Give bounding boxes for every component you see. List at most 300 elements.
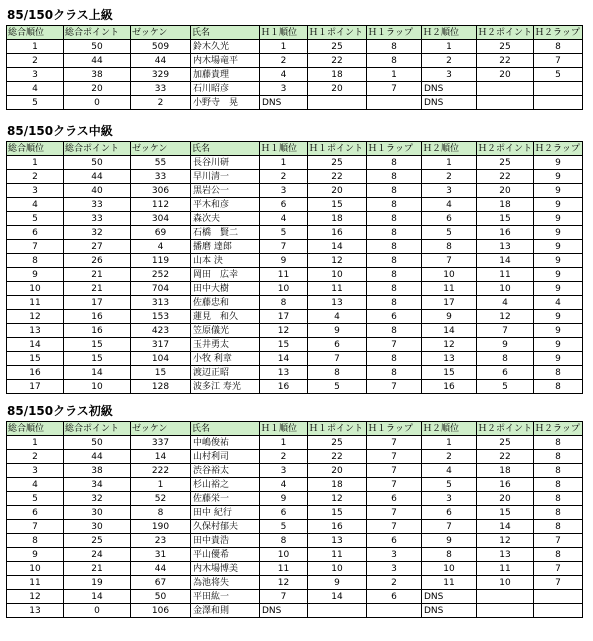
- cell-h2-laps: 9: [534, 324, 583, 338]
- cell-h1-laps: 8: [367, 268, 422, 282]
- cell-h1-points: 22: [308, 54, 367, 68]
- table-row: [7, 366, 583, 380]
- header-overall-points: 総合ポイント: [64, 142, 131, 156]
- cell-bib-number: 304: [131, 212, 191, 226]
- header-h1-rank: Ｈ１順位: [260, 422, 308, 436]
- cell-h1-points: 20: [308, 464, 367, 478]
- cell-h2-points: 6: [477, 366, 534, 380]
- cell-rider-name: 山村利司: [191, 450, 260, 464]
- cell-h1-points: 11: [308, 548, 367, 562]
- cell-rider-name: 内木場竜平: [191, 54, 260, 68]
- cell-bib-number: 112: [131, 198, 191, 212]
- header-overall-points: 総合ポイント: [64, 422, 131, 436]
- cell-rider-name: 小野寺 晃: [191, 96, 260, 110]
- cell-h2-rank: 11: [422, 576, 477, 590]
- cell-h1-points: 6: [308, 338, 367, 352]
- section-beginner: [6, 404, 583, 618]
- cell-h2-rank: 12: [422, 338, 477, 352]
- cell-h2-rank: 16: [422, 380, 477, 394]
- cell-rider-name: 早川清一: [191, 170, 260, 184]
- cell-bib-number: 423: [131, 324, 191, 338]
- cell-h2-rank: 2: [422, 54, 477, 68]
- cell-h1-rank: 1: [260, 436, 308, 450]
- cell-h2-points: [477, 82, 534, 96]
- cell-h2-rank: 9: [422, 534, 477, 548]
- cell-h2-points: 14: [477, 254, 534, 268]
- cell-overall-rank: 13: [7, 324, 64, 338]
- cell-h2-points: 14: [477, 520, 534, 534]
- header-overall-rank: 総合順位: [7, 422, 64, 436]
- cell-h1-laps: 8: [367, 352, 422, 366]
- cell-h1-rank: 4: [260, 478, 308, 492]
- cell-h2-points: 13: [477, 548, 534, 562]
- cell-h1-laps: 3: [367, 548, 422, 562]
- cell-h2-laps: 9: [534, 226, 583, 240]
- cell-h1-rank: 4: [260, 212, 308, 226]
- cell-overall-points: 26: [64, 254, 131, 268]
- cell-rider-name: 為池将失: [191, 576, 260, 590]
- cell-h1-rank: 2: [260, 450, 308, 464]
- cell-h1-rank: 5: [260, 226, 308, 240]
- cell-overall-points: 0: [64, 604, 131, 618]
- cell-h1-points: 25: [308, 156, 367, 170]
- cell-h2-laps: 9: [534, 184, 583, 198]
- cell-rider-name: 黒岩公一: [191, 184, 260, 198]
- cell-h2-laps: 8: [534, 40, 583, 54]
- cell-h1-rank: 11: [260, 268, 308, 282]
- cell-h1-rank: 7: [260, 590, 308, 604]
- cell-h2-points: 13: [477, 240, 534, 254]
- cell-h2-points: 12: [477, 534, 534, 548]
- cell-h1-laps: 8: [367, 198, 422, 212]
- cell-overall-points: 44: [64, 450, 131, 464]
- cell-h2-points: 15: [477, 506, 534, 520]
- cell-h2-points: 12: [477, 310, 534, 324]
- cell-h1-points: 22: [308, 170, 367, 184]
- cell-bib-number: 329: [131, 68, 191, 82]
- cell-h2-points: 7: [477, 324, 534, 338]
- table-row: [7, 198, 583, 212]
- cell-h2-points: 11: [477, 562, 534, 576]
- cell-h2-rank: 10: [422, 268, 477, 282]
- cell-overall-rank: 12: [7, 310, 64, 324]
- header-h1-rank: Ｈ１順位: [260, 26, 308, 40]
- cell-overall-rank: 12: [7, 590, 64, 604]
- cell-h2-points: 18: [477, 464, 534, 478]
- cell-h1-points: 9: [308, 324, 367, 338]
- cell-h1-laps: 6: [367, 310, 422, 324]
- cell-h1-rank: 14: [260, 352, 308, 366]
- cell-h2-rank: 6: [422, 506, 477, 520]
- cell-bib-number: 128: [131, 380, 191, 394]
- cell-h2-laps: 8: [534, 464, 583, 478]
- cell-h2-laps: 8: [534, 492, 583, 506]
- cell-h1-points: 7: [308, 352, 367, 366]
- cell-bib-number: 222: [131, 464, 191, 478]
- cell-overall-rank: 14: [7, 338, 64, 352]
- cell-bib-number: 8: [131, 506, 191, 520]
- cell-overall-points: 40: [64, 184, 131, 198]
- cell-bib-number: 44: [131, 562, 191, 576]
- cell-bib-number: 106: [131, 604, 191, 618]
- cell-overall-points: 50: [64, 40, 131, 54]
- table-row: [7, 548, 583, 562]
- cell-h1-points: 15: [308, 506, 367, 520]
- cell-bib-number: 509: [131, 40, 191, 54]
- cell-overall-rank: 16: [7, 366, 64, 380]
- results-table: [6, 421, 583, 618]
- cell-h2-laps: 9: [534, 198, 583, 212]
- cell-h2-laps: 7: [534, 576, 583, 590]
- section-title: 85/150クラス中級: [7, 124, 113, 138]
- cell-h1-rank: 8: [260, 296, 308, 310]
- table-row: [7, 338, 583, 352]
- cell-h1-rank: 4: [260, 68, 308, 82]
- cell-rider-name: 玉井勇太: [191, 338, 260, 352]
- table-row: [7, 534, 583, 548]
- results-table: [6, 25, 583, 110]
- cell-bib-number: 23: [131, 534, 191, 548]
- cell-h1-laps: 8: [367, 240, 422, 254]
- cell-overall-rank: 13: [7, 604, 64, 618]
- header-h1-laps: Ｈ１ラップ: [367, 26, 422, 40]
- cell-h1-laps: 7: [367, 520, 422, 534]
- cell-h1-laps: 7: [367, 506, 422, 520]
- cell-bib-number: 69: [131, 226, 191, 240]
- cell-h2-rank: 2: [422, 450, 477, 464]
- cell-h1-points: [308, 96, 367, 110]
- cell-overall-points: 50: [64, 436, 131, 450]
- cell-bib-number: 306: [131, 184, 191, 198]
- table-row: [7, 352, 583, 366]
- cell-h1-rank: 1: [260, 156, 308, 170]
- cell-rider-name: 鈴木久光: [191, 40, 260, 54]
- cell-h1-laps: 6: [367, 590, 422, 604]
- header-h2-laps: Ｈ２ラップ: [534, 422, 583, 436]
- cell-overall-points: 16: [64, 324, 131, 338]
- cell-h1-laps: 8: [367, 54, 422, 68]
- cell-h1-rank: 9: [260, 254, 308, 268]
- cell-h2-laps: 4: [534, 296, 583, 310]
- cell-h1-rank: 3: [260, 82, 308, 96]
- cell-h2-points: [477, 604, 534, 618]
- cell-overall-rank: 4: [7, 478, 64, 492]
- cell-bib-number: 67: [131, 576, 191, 590]
- table-row: [7, 464, 583, 478]
- cell-h1-rank: 1: [260, 40, 308, 54]
- cell-h1-rank: 8: [260, 534, 308, 548]
- cell-h2-laps: 8: [534, 450, 583, 464]
- cell-h1-points: 9: [308, 576, 367, 590]
- header-rider-name: 氏名: [191, 26, 260, 40]
- cell-h1-laps: 8: [367, 324, 422, 338]
- cell-rider-name: 長谷川研: [191, 156, 260, 170]
- table-row: [7, 492, 583, 506]
- cell-h2-rank: 4: [422, 198, 477, 212]
- cell-h1-rank: 3: [260, 464, 308, 478]
- table-row: [7, 54, 583, 68]
- table-row: [7, 184, 583, 198]
- cell-bib-number: 313: [131, 296, 191, 310]
- cell-bib-number: 104: [131, 352, 191, 366]
- cell-h1-points: 18: [308, 68, 367, 82]
- header-overall-rank: 総合順位: [7, 142, 64, 156]
- cell-overall-points: 32: [64, 492, 131, 506]
- cell-h2-points: [477, 96, 534, 110]
- cell-h2-points: 15: [477, 212, 534, 226]
- cell-overall-points: 14: [64, 590, 131, 604]
- cell-overall-points: 14: [64, 366, 131, 380]
- cell-h1-laps: 2: [367, 576, 422, 590]
- cell-rider-name: 蓮見 和久: [191, 310, 260, 324]
- cell-overall-points: 24: [64, 548, 131, 562]
- cell-h1-points: 4: [308, 310, 367, 324]
- cell-h2-rank: DNS: [422, 96, 477, 110]
- header-overall-rank: 総合順位: [7, 26, 64, 40]
- cell-rider-name: 小牧 利章: [191, 352, 260, 366]
- cell-overall-rank: 4: [7, 82, 64, 96]
- cell-h2-laps: 9: [534, 310, 583, 324]
- cell-h2-rank: 8: [422, 240, 477, 254]
- cell-h1-rank: 5: [260, 520, 308, 534]
- cell-h2-points: 20: [477, 68, 534, 82]
- cell-overall-rank: 9: [7, 548, 64, 562]
- cell-h2-rank: 14: [422, 324, 477, 338]
- cell-bib-number: 4: [131, 240, 191, 254]
- cell-rider-name: 金澤和則: [191, 604, 260, 618]
- cell-h2-rank: 6: [422, 212, 477, 226]
- cell-h1-laps: 7: [367, 338, 422, 352]
- table-row: [7, 156, 583, 170]
- header-bib-number: ゼッケン: [131, 26, 191, 40]
- section-title: 85/150クラス初級: [7, 404, 113, 418]
- cell-h2-laps: 9: [534, 268, 583, 282]
- table-row: [7, 436, 583, 450]
- cell-bib-number: 15: [131, 366, 191, 380]
- cell-h2-rank: 5: [422, 478, 477, 492]
- header-overall-points: 総合ポイント: [64, 26, 131, 40]
- cell-rider-name: 森次夫: [191, 212, 260, 226]
- cell-h1-points: 20: [308, 82, 367, 96]
- cell-h1-laps: 6: [367, 492, 422, 506]
- cell-h1-laps: 8: [367, 254, 422, 268]
- cell-rider-name: 渋谷裕太: [191, 464, 260, 478]
- cell-h1-points: 10: [308, 562, 367, 576]
- section-upper: [6, 8, 583, 110]
- cell-h2-rank: 10: [422, 562, 477, 576]
- cell-h2-points: 10: [477, 576, 534, 590]
- cell-h2-laps: 8: [534, 548, 583, 562]
- table-row: [7, 226, 583, 240]
- cell-overall-rank: 8: [7, 534, 64, 548]
- cell-h2-rank: DNS: [422, 590, 477, 604]
- cell-h2-points: 25: [477, 156, 534, 170]
- cell-h2-laps: 9: [534, 212, 583, 226]
- cell-h1-rank: 6: [260, 198, 308, 212]
- cell-bib-number: 55: [131, 156, 191, 170]
- cell-overall-points: 32: [64, 226, 131, 240]
- cell-overall-rank: 6: [7, 506, 64, 520]
- cell-rider-name: 岡田 広幸: [191, 268, 260, 282]
- cell-overall-rank: 3: [7, 464, 64, 478]
- cell-h1-points: 5: [308, 380, 367, 394]
- cell-h2-laps: 9: [534, 352, 583, 366]
- cell-h1-points: 13: [308, 296, 367, 310]
- cell-bib-number: 317: [131, 338, 191, 352]
- cell-h2-laps: 8: [534, 366, 583, 380]
- cell-bib-number: 14: [131, 450, 191, 464]
- cell-h1-points: 12: [308, 254, 367, 268]
- header-h2-rank: Ｈ２順位: [422, 26, 477, 40]
- cell-h1-rank: 7: [260, 240, 308, 254]
- cell-overall-points: 33: [64, 212, 131, 226]
- table-row: [7, 170, 583, 184]
- cell-overall-points: 15: [64, 352, 131, 366]
- cell-h1-rank: 10: [260, 282, 308, 296]
- cell-h2-laps: [534, 604, 583, 618]
- cell-overall-rank: 7: [7, 240, 64, 254]
- cell-overall-rank: 1: [7, 436, 64, 450]
- cell-h2-points: 16: [477, 478, 534, 492]
- header-h2-rank: Ｈ２順位: [422, 142, 477, 156]
- cell-h1-rank: 15: [260, 338, 308, 352]
- cell-h2-laps: 7: [534, 54, 583, 68]
- cell-h2-laps: 7: [534, 562, 583, 576]
- cell-h1-points: 12: [308, 492, 367, 506]
- cell-h2-points: 20: [477, 184, 534, 198]
- header-h2-laps: Ｈ２ラップ: [534, 26, 583, 40]
- table-row: [7, 40, 583, 54]
- table-row: [7, 478, 583, 492]
- cell-h1-points: 18: [308, 212, 367, 226]
- cell-h1-laps: 7: [367, 380, 422, 394]
- cell-overall-rank: 11: [7, 296, 64, 310]
- cell-h2-laps: 9: [534, 156, 583, 170]
- cell-h2-points: 10: [477, 282, 534, 296]
- cell-h2-points: 20: [477, 492, 534, 506]
- cell-rider-name: 波多江 寿光: [191, 380, 260, 394]
- cell-overall-points: 19: [64, 576, 131, 590]
- cell-h1-laps: 8: [367, 226, 422, 240]
- cell-h1-laps: 6: [367, 534, 422, 548]
- cell-h1-laps: 8: [367, 170, 422, 184]
- table-row: [7, 212, 583, 226]
- cell-overall-points: 44: [64, 54, 131, 68]
- table-row: [7, 240, 583, 254]
- cell-overall-rank: 17: [7, 380, 64, 394]
- cell-h1-laps: 8: [367, 282, 422, 296]
- table-row: [7, 562, 583, 576]
- header-bib-number: ゼッケン: [131, 422, 191, 436]
- cell-bib-number: 50: [131, 590, 191, 604]
- cell-rider-name: 佐藤忠和: [191, 296, 260, 310]
- cell-h2-laps: [534, 590, 583, 604]
- cell-h1-points: 18: [308, 478, 367, 492]
- cell-bib-number: 252: [131, 268, 191, 282]
- cell-h2-points: 16: [477, 226, 534, 240]
- cell-h2-points: 22: [477, 450, 534, 464]
- cell-bib-number: 153: [131, 310, 191, 324]
- cell-h1-rank: 10: [260, 548, 308, 562]
- cell-h1-rank: 2: [260, 170, 308, 184]
- cell-h1-rank: 12: [260, 324, 308, 338]
- cell-h1-laps: 8: [367, 296, 422, 310]
- table-row: [7, 96, 583, 110]
- cell-overall-points: 30: [64, 506, 131, 520]
- cell-overall-rank: 1: [7, 40, 64, 54]
- cell-h1-rank: 13: [260, 366, 308, 380]
- cell-h1-laps: 1: [367, 68, 422, 82]
- cell-h2-rank: 15: [422, 366, 477, 380]
- cell-rider-name: 内木場博美: [191, 562, 260, 576]
- cell-h1-points: 22: [308, 450, 367, 464]
- cell-h2-points: 9: [477, 338, 534, 352]
- cell-h2-rank: 9: [422, 310, 477, 324]
- cell-rider-name: 佐藤栄一: [191, 492, 260, 506]
- header-h2-rank: Ｈ２順位: [422, 422, 477, 436]
- cell-h1-rank: DNS: [260, 96, 308, 110]
- cell-h2-rank: 13: [422, 352, 477, 366]
- cell-overall-rank: 4: [7, 198, 64, 212]
- cell-h1-laps: 8: [367, 40, 422, 54]
- cell-overall-points: 33: [64, 198, 131, 212]
- cell-overall-rank: 8: [7, 254, 64, 268]
- cell-rider-name: 平田紘一: [191, 590, 260, 604]
- cell-overall-rank: 2: [7, 170, 64, 184]
- cell-h1-points: 11: [308, 282, 367, 296]
- cell-h2-laps: 9: [534, 254, 583, 268]
- cell-h2-laps: 9: [534, 170, 583, 184]
- cell-overall-points: 44: [64, 170, 131, 184]
- cell-overall-rank: 5: [7, 96, 64, 110]
- cell-overall-points: 38: [64, 464, 131, 478]
- table-row: [7, 68, 583, 82]
- cell-h2-laps: 8: [534, 380, 583, 394]
- cell-overall-rank: 11: [7, 576, 64, 590]
- cell-h2-laps: 8: [534, 506, 583, 520]
- cell-h1-laps: 7: [367, 436, 422, 450]
- cell-h1-laps: 8: [367, 184, 422, 198]
- header-h2-points: Ｈ２ポイント: [478, 27, 533, 38]
- cell-overall-rank: 2: [7, 54, 64, 68]
- cell-h2-rank: 1: [422, 40, 477, 54]
- cell-h2-points: [477, 590, 534, 604]
- cell-h1-laps: 7: [367, 478, 422, 492]
- cell-h2-rank: 1: [422, 436, 477, 450]
- cell-overall-rank: 2: [7, 450, 64, 464]
- cell-rider-name: 石橋 賢二: [191, 226, 260, 240]
- cell-h2-points: 18: [477, 198, 534, 212]
- cell-h1-rank: 17: [260, 310, 308, 324]
- cell-h1-points: 14: [308, 240, 367, 254]
- cell-bib-number: 119: [131, 254, 191, 268]
- cell-overall-rank: 5: [7, 212, 64, 226]
- cell-h2-laps: 9: [534, 338, 583, 352]
- cell-bib-number: 2: [131, 96, 191, 110]
- cell-bib-number: 33: [131, 170, 191, 184]
- cell-h2-rank: 3: [422, 492, 477, 506]
- results-table: [6, 141, 583, 394]
- cell-overall-points: 50: [64, 156, 131, 170]
- cell-overall-points: 21: [64, 562, 131, 576]
- cell-h1-rank: 9: [260, 492, 308, 506]
- cell-rider-name: 杉山裕之: [191, 478, 260, 492]
- cell-h2-rank: 8: [422, 548, 477, 562]
- section-intermediate: [6, 124, 583, 394]
- header-h1-points: Ｈ１ポイント: [308, 26, 367, 40]
- cell-h1-rank: 6: [260, 506, 308, 520]
- cell-rider-name: 田中貴浩: [191, 534, 260, 548]
